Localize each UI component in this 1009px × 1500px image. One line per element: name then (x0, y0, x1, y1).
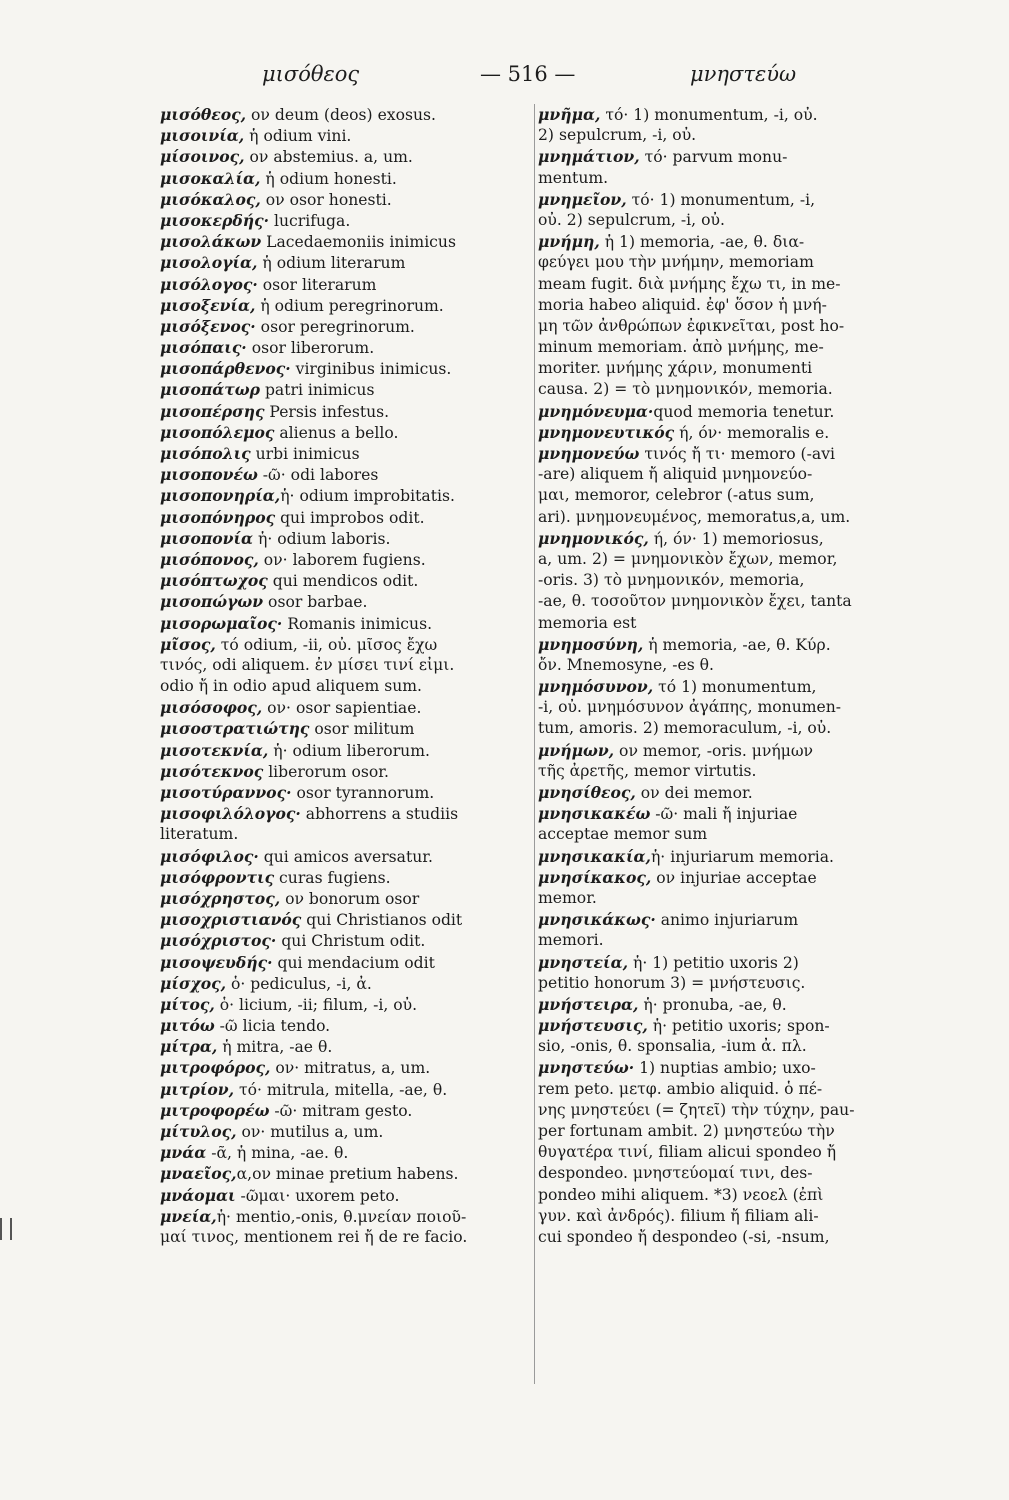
entry-line (160, 464, 530, 485)
definition-text: qui mendicos odit. (267, 572, 419, 591)
definition-text: moria habeo aliquid. ἐφ' ὅσον ἡ μνή- (538, 295, 827, 314)
entry-line (160, 973, 530, 994)
definition-text: ὁ· pediculus, -i, ἀ. (226, 974, 372, 993)
entry-line (538, 358, 903, 379)
definition-text: ἡ· mentio,-onis, θ.μνείαν ποιοῦ- (216, 1207, 467, 1226)
entry-line (160, 379, 530, 400)
headword: μισοψευδής· (160, 952, 273, 972)
entry-line (160, 1100, 530, 1121)
entry-line (160, 528, 530, 549)
entry-line (160, 1079, 530, 1100)
headword: μισόπτωχος (160, 571, 268, 591)
entry-line (160, 146, 530, 167)
entry-line (160, 104, 530, 125)
definition-text: τό· 1) monumentum, -i, (626, 190, 816, 209)
definition-text: osor liberorum. (246, 339, 375, 358)
definition-text: memor. (538, 888, 597, 907)
headword: μισοξενία, (160, 295, 256, 315)
definition-text: ή, όν· memoralis e. (674, 423, 830, 442)
entry-line (538, 952, 903, 973)
entry-line (538, 803, 903, 824)
definition-text: ἡ· petitio uxoris; spon- (647, 1017, 830, 1036)
headword: μνῆμα, (538, 105, 601, 124)
headword: μισοινία, (160, 126, 245, 146)
definition-text: qui improbos odit. (275, 508, 425, 527)
headword: μισοχριστιανός (160, 910, 302, 930)
definition-text: Romanis inimicus. (282, 614, 433, 633)
entry-line (160, 1142, 530, 1163)
entry-line (538, 994, 903, 1015)
definition-text: τό· 1) monumentum, -i, οὐ. (600, 106, 818, 124)
entry-line (538, 507, 903, 528)
headword: μισόπονος, (160, 549, 259, 569)
definition-text: τινός ἤ τι· memoro (-avi (639, 445, 836, 463)
headword: μισολογία, (160, 253, 258, 273)
definition-text: ή, όν· 1) memoriosus, (648, 529, 824, 548)
definition-text: memoria est (538, 613, 637, 632)
right-column (538, 104, 903, 1248)
entry-line (160, 613, 530, 634)
definition-text: -ῶμαι· uxorem peto. (235, 1186, 400, 1205)
header-first-entry: μισόθεος (262, 62, 360, 86)
definition-text: ον memor, -oris. μνήμων (614, 741, 814, 760)
entry-line (538, 1036, 903, 1057)
definition-text: μαι, memoror, celebror (-atus sum, (538, 486, 815, 505)
headword: μνήμη, (538, 232, 600, 252)
definition-text: φεύγει μου τὴν μνήμην, memoriam (538, 253, 814, 272)
entry-line (160, 507, 530, 528)
definition-text: ἡ· odium liberorum. (268, 741, 430, 760)
entry-line (160, 549, 530, 570)
entry-line (160, 846, 530, 867)
definition-text: ἡ memoria, -ae, θ. Κύρ. (643, 635, 831, 654)
definition-text: Lacedaemoniis inimicus (261, 233, 456, 252)
definition-text: τῆς ἀρετῆς, memor virtutis. (538, 761, 757, 780)
entry-line (160, 591, 530, 612)
entry-line (160, 422, 530, 443)
entry-line (538, 231, 903, 252)
entry-line (538, 1079, 903, 1100)
definition-text: ἡ mitra, -ae θ. (217, 1038, 333, 1057)
definition-text: despondeo. μνηστεύομαί τινι, des- (538, 1164, 813, 1183)
definition-text: ἡ odium vini. (244, 127, 352, 146)
headword: μνημονικός, (538, 528, 649, 548)
entry-line (160, 485, 530, 506)
definition-text: ὁ· licium, -ii; filum, -i, οὐ. (214, 995, 418, 1014)
definition-text: curas fugiens. (274, 868, 391, 887)
entry-line (538, 274, 903, 295)
entry-line (538, 168, 903, 189)
entry-line (160, 1163, 530, 1184)
definition-text: ἡ· 1) petitio uxoris 2) (628, 953, 799, 972)
entry-line (538, 867, 903, 888)
definition-text: -ῶ· odi labores (257, 466, 379, 485)
definition-text: 1) nuptias ambio; uxo- (634, 1059, 816, 1078)
definition-text: per fortunam ambit. 2) μνηστεύω τὴν (538, 1122, 835, 1140)
entry-line (160, 655, 530, 676)
definition-text: rem peto. μετφ. ambio aliquid. ὁ πέ- (538, 1079, 823, 1098)
headword: μίτος, (160, 994, 215, 1014)
definition-text: quod memoria tenetur. (653, 402, 835, 421)
definition-text: ἡ· injuriarum memoria. (650, 847, 834, 866)
definition-text: cui spondeo ἤ despondeo (-si, -nsum, (538, 1227, 830, 1246)
headword: μισόφιλος· (160, 846, 259, 866)
headword: μνησικακία, (538, 846, 651, 866)
definition-text: virginibus inimicus. (290, 360, 452, 379)
entry-line (538, 337, 903, 358)
headword: μισοκερδής· (160, 210, 270, 230)
definition-text: ον· mitratus, a, um. (270, 1059, 431, 1078)
entry-line (160, 782, 530, 803)
headword: μιτροφόρος, (160, 1058, 271, 1078)
definition-text: literatum. (160, 825, 239, 844)
headword: μισοπονέω (160, 465, 258, 485)
definition-text: a, um. 2) = μνημονικὸν ἔχων, memor, (538, 549, 838, 568)
headword: μνάα (160, 1143, 207, 1163)
entry-line (160, 909, 530, 930)
headword: μισοπονηρία, (160, 486, 281, 506)
entry-line (538, 761, 903, 782)
entry-line (160, 210, 530, 231)
headword: μισόπαις· (160, 338, 247, 358)
headword: μνησικακέω (538, 804, 651, 824)
entry-line (538, 846, 903, 867)
headword: μνησίκακος, (538, 867, 652, 887)
entry-line (538, 422, 903, 443)
definition-text: patri inimicus (259, 381, 375, 400)
headword: μισολάκων (160, 232, 262, 252)
definition-text: urbi inimicus (250, 445, 360, 463)
entry-line (538, 1142, 903, 1163)
definition-text: ἡ odium honesti. (260, 169, 397, 188)
definition-text: petitio honorum 3) = μνήστευσις. (538, 973, 806, 992)
headword: μισοτεκνία, (160, 740, 269, 760)
definition-text: ἡ 1) memoria, -ae, θ. δια- (599, 233, 805, 252)
headword: μισοφιλόλογος· (160, 804, 301, 824)
headword: μισοπόλεμος (160, 422, 275, 442)
definition-text: mentum. (538, 168, 609, 187)
definition-text: memori. (538, 931, 604, 950)
entry-line (160, 443, 530, 464)
entry-line (160, 761, 530, 782)
entry-line (160, 676, 530, 697)
headword: μνάομαι (160, 1185, 236, 1205)
entry-line (160, 358, 530, 379)
definition-text: osor peregrinorum. (255, 317, 415, 336)
entry-line (160, 634, 530, 655)
entry-line (160, 888, 530, 909)
headword: μναεῖος, (160, 1164, 237, 1184)
entry-line (160, 1015, 530, 1036)
headword: μισόπολις (160, 444, 251, 463)
entry-line (160, 930, 530, 951)
definition-text: osor barbae. (263, 593, 368, 612)
entry-line (538, 104, 903, 125)
definition-text: ον dei memor. (635, 784, 753, 802)
headword: μνεία, (160, 1206, 217, 1226)
headword: μνήστευσις, (538, 1016, 648, 1036)
entry-line (538, 295, 903, 316)
definition-text: ον· mutilus a, um. (236, 1123, 384, 1141)
definition-text: osor tyrannorum. (291, 784, 435, 802)
definition-text: ari). μνημονευμένος, memoratus,a, um. (538, 507, 851, 526)
entry-line (538, 146, 903, 167)
headword: μνησικάκως· (538, 910, 656, 930)
header-last-entry: μνηστεύω (690, 62, 797, 86)
headword: μιτόω (160, 1016, 215, 1036)
definition-text: ον· laborem fugiens. (258, 550, 426, 569)
definition-text: -ῶ licia tendo. (214, 1017, 331, 1036)
definition-text: ον abstemius. a, um. (244, 148, 413, 167)
definition-text: μαί τινος, mentionem rei ἤ de re facio. (160, 1227, 468, 1246)
headword: μισόκαλος, (160, 189, 261, 209)
entry-line (160, 316, 530, 337)
entry-line (160, 189, 530, 210)
headword: μνημοσύνη, (538, 634, 644, 654)
definition-text: lucrifuga. (269, 211, 351, 230)
entry-line (160, 824, 530, 845)
headword: μνημονεύω (538, 444, 640, 463)
entry-line (160, 867, 530, 888)
entry-line (160, 718, 530, 739)
definition-text: ἡ odium literarum (257, 254, 406, 273)
headword: μισοστρατιώτης (160, 719, 310, 739)
entry-line (538, 485, 903, 506)
left-column (160, 104, 530, 1248)
entry-line (538, 464, 903, 485)
definition-text: minum memoriam. ἀπὸ μνήμης, me- (538, 338, 824, 357)
entry-line (160, 337, 530, 358)
headword: μνήμων, (538, 740, 615, 760)
entry-line (538, 613, 903, 634)
definition-text: μη τῶν ἀνθρώπων ἐφικνεῖται, post ho- (538, 316, 845, 335)
entry-line (538, 676, 903, 697)
entry-line (538, 443, 903, 464)
entry-line (160, 952, 530, 973)
entry-line (538, 634, 903, 655)
entry-line (160, 697, 530, 718)
margin-mark (0, 1218, 12, 1240)
headword: μισοπέρσης (160, 401, 265, 421)
definition-text: ον injuriae acceptae (651, 868, 817, 887)
definition-text: ον· osor sapientiae. (262, 699, 422, 718)
entry-line (538, 740, 903, 761)
headword: μισοπονία (160, 528, 254, 548)
headword: μῖσος, (160, 634, 216, 654)
entry-line (538, 1057, 903, 1078)
headword: μνημόνευμα· (538, 401, 654, 421)
entry-line (538, 125, 903, 146)
definition-text: ἡ· pronuba, -ae, θ. (638, 995, 787, 1014)
entry-line (538, 718, 903, 739)
entry-line (538, 1227, 903, 1248)
entry-line (160, 1206, 530, 1227)
definition-text: alienus a bello. (274, 423, 399, 442)
entry-line (538, 824, 903, 845)
definition-text: ον bonorum osor (280, 889, 420, 908)
page-header (150, 62, 870, 92)
definition-text: meam fugit. διὰ μνήμης ἔχω τι, in me- (538, 274, 841, 293)
definition-text: 2) sepulcrum, -i, οὐ. (538, 126, 697, 145)
entry-line (160, 740, 530, 761)
entry-line (160, 1057, 530, 1078)
definition-text: animo injuriarum (655, 911, 799, 930)
entry-line (538, 570, 903, 591)
entry-line (538, 1015, 903, 1036)
entry-line (538, 782, 903, 803)
entry-line (160, 1185, 530, 1206)
definition-text: ον deum (deos) exosus. (246, 106, 436, 124)
entry-line (538, 909, 903, 930)
entry-line (160, 1227, 530, 1248)
definition-text: ἡ· odium improbitatis. (280, 487, 455, 506)
entry-line (160, 1036, 530, 1057)
entry-line (538, 316, 903, 337)
entry-line (538, 655, 903, 676)
definition-text: -i, οὐ. μνημόσυνον ἀγάπης, monumen- (538, 698, 842, 717)
headword: μνηστεύω· (538, 1058, 635, 1078)
entry-line (160, 125, 530, 146)
headword: μίτρα, (160, 1037, 218, 1057)
definition-text: qui Christianos odit (301, 911, 463, 930)
definition-text: τό· mitrula, mitella, -ae, θ. (234, 1080, 448, 1099)
headword: μισοτύραννος· (160, 783, 292, 802)
definition-text: τό odium, -ii, οὐ. μῖσος ἔχω (215, 635, 438, 654)
headword: μισόχριστος· (160, 931, 277, 951)
definition-text: ἡ odium peregrinorum. (255, 296, 444, 315)
definition-text: osor militum (309, 720, 415, 739)
definition-text: qui mendacium odit (272, 953, 435, 972)
definition-text: -are) aliquem ἤ aliquid μνημονεύο- (538, 465, 813, 484)
entry-line (160, 168, 530, 189)
headword: μισόχρηστος, (160, 888, 281, 908)
entry-line (160, 231, 530, 252)
definition-text: νης μνηστεύει (= ζητεῖ) τὴν τύχην, pau- (538, 1100, 855, 1119)
headword: μισόξενος· (160, 316, 256, 336)
headword: μνημόσυνον, (538, 677, 654, 697)
headword: μιτρίον, (160, 1079, 235, 1099)
entry-line (538, 697, 903, 718)
definition-text: -oris. 3) τὸ μνημονικόν, memoria, (538, 571, 805, 590)
headword: μισοπάρθενος· (160, 359, 291, 379)
headword: μνημάτιον, (538, 147, 640, 167)
definition-text: pondeo mihi aliquem. *3) νεοελ (ἐπὶ (538, 1185, 824, 1204)
entry-line (160, 274, 530, 295)
headword: μισότεκνος (160, 761, 264, 781)
entry-line (538, 252, 903, 273)
headword: μισοκαλία, (160, 168, 261, 188)
entry-line (160, 994, 530, 1015)
entry-line (538, 379, 903, 400)
entry-line (538, 401, 903, 422)
definition-text: osor literarum (257, 275, 377, 294)
entry-line (538, 888, 903, 909)
definition-text: moriter. μνήμης χάριν, monumenti (538, 359, 813, 378)
headword: μίσοινος, (160, 147, 245, 167)
headword: μίτυλος, (160, 1122, 237, 1141)
entry-line (538, 210, 903, 231)
headword: μισόθεος, (160, 105, 247, 124)
definition-text: τινός, odi aliquem. ἐν μίσει τινί εἰμι. (160, 655, 455, 674)
definition-text: odio ἤ in odio apud aliquem sum. (160, 677, 423, 696)
headword: μισόλογος· (160, 274, 258, 294)
entry-line (160, 1121, 530, 1142)
headword: μνήστειρα, (538, 994, 639, 1014)
headword: μισοπόνηρος (160, 507, 276, 527)
headword: μισορωμαῖος· (160, 613, 283, 633)
definition-text: Persis infestus. (264, 402, 390, 421)
definition-text: causa. 2) = τὸ μνημονικόν, memoria. (538, 380, 833, 399)
entry-line (160, 401, 530, 422)
headword: μνημεῖον, (538, 189, 627, 209)
definition-text: liberorum osor. (263, 762, 389, 781)
page-number: — 516 — (480, 62, 576, 86)
definition-text: -ῶ· mali ἤ injuriae (650, 805, 798, 824)
definition-text: τό 1) monumentum, (653, 678, 817, 697)
entry-line (538, 189, 903, 210)
entry-line (538, 549, 903, 570)
entry-line (160, 803, 530, 824)
definition-text: -ῶ· mitram gesto. (269, 1101, 413, 1120)
definition-text: acceptae memor sum (538, 825, 708, 844)
entry-line (538, 973, 903, 994)
definition-text: ὄν. Mnemosyne, -es θ. (538, 655, 714, 674)
definition-text: sio, -onis, θ. sponsalia, -ium ἀ. πλ. (538, 1037, 807, 1056)
headword: μισόφροντις (160, 867, 275, 887)
entry-line (538, 591, 903, 612)
definition-text: ον osor honesti. (260, 190, 392, 209)
definition-text: qui amicos aversatur. (258, 847, 433, 866)
entry-line (160, 252, 530, 273)
headword: μίσχος, (160, 973, 227, 993)
entry-line (538, 1100, 903, 1121)
entry-line (538, 1163, 903, 1184)
definition-text: qui Christum odit. (276, 932, 426, 951)
entry-line (538, 528, 903, 549)
definition-text: tum, amoris. 2) memoraculum, -i, οὐ. (538, 719, 832, 738)
headword: μισοπάτωρ (160, 380, 260, 400)
definition-text: τό· parvum monu- (639, 148, 788, 167)
headword: μνημονευτικός (538, 422, 675, 442)
definition-text: α,ον minae pretium habens. (236, 1165, 459, 1184)
headword: μνησίθεος, (538, 783, 636, 802)
entry-line (538, 1121, 903, 1142)
definition-text: θυγατέρα τινί, filiam alicui spondeo ἤ (538, 1143, 837, 1162)
entry-line (160, 295, 530, 316)
definition-text: ἡ· odium laboris. (253, 529, 391, 548)
definition-text: -ae, θ. τοσοῦτον μνημονικὸν ἔχει, tanta (538, 592, 852, 611)
definition-text: οὐ. 2) sepulcrum, -i, οὐ. (538, 210, 725, 229)
entry-line (538, 1206, 903, 1227)
headword: μνηστεία, (538, 952, 629, 972)
definition-text: γυν. καὶ ἀνδρός). filium ἤ filiam ali- (538, 1206, 819, 1225)
entry-line (160, 570, 530, 591)
column-divider (534, 104, 535, 1384)
headword: μισοπώγων (160, 592, 264, 612)
definition-text: -ᾶ, ἡ mina, -ae. θ. (206, 1144, 349, 1163)
headword: μισόσοφος, (160, 698, 263, 718)
definition-text: abhorrens a studiis (300, 805, 459, 824)
entry-line (538, 1185, 903, 1206)
entry-line (538, 930, 903, 951)
headword: μιτροφορέω (160, 1100, 270, 1120)
